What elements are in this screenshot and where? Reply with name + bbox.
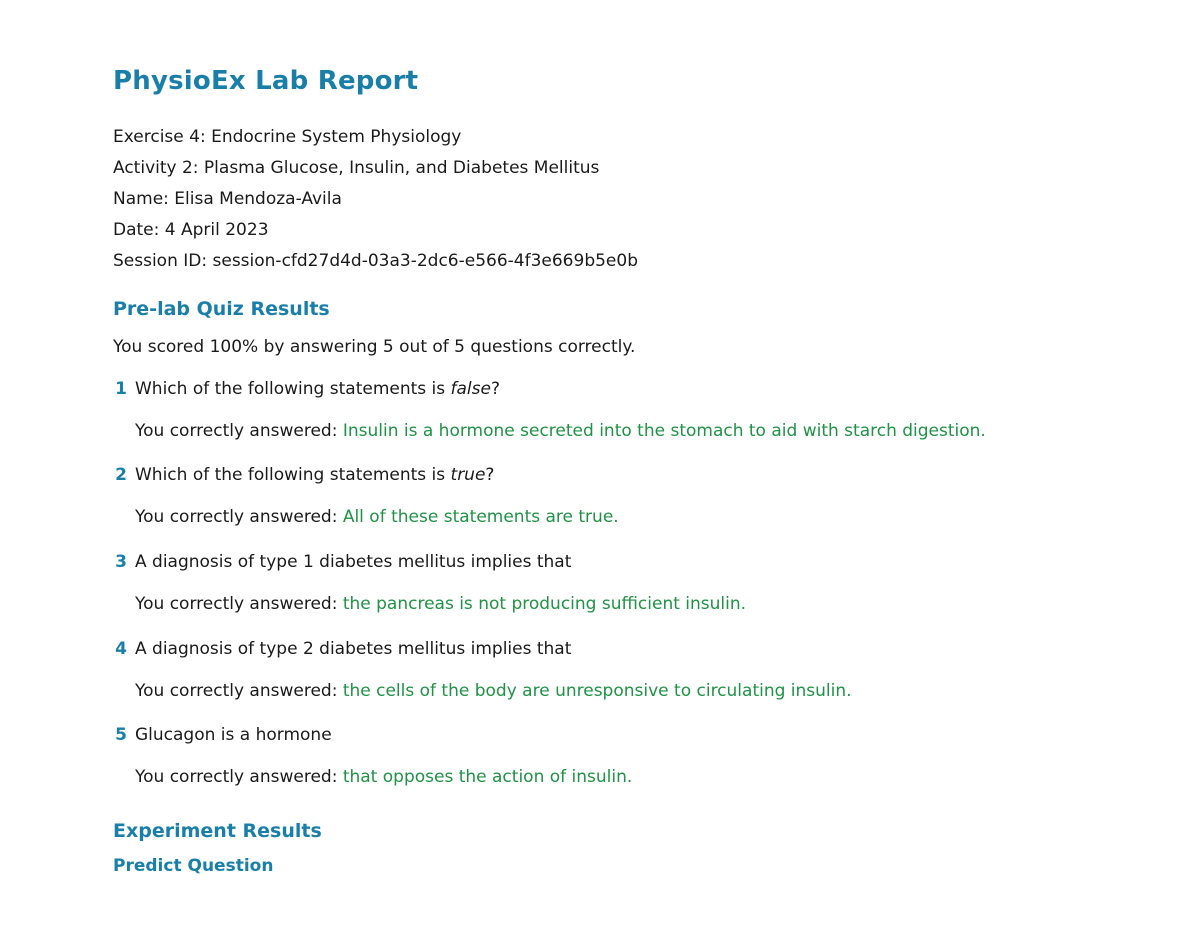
question-number: 5 bbox=[115, 725, 127, 745]
question-line bbox=[113, 637, 1113, 661]
report-meta bbox=[113, 122, 638, 277]
correct-answer: the cells of the body are unresponsive to circulating insulin. bbox=[342, 681, 852, 701]
answer-prefix: You correctly answered: bbox=[135, 767, 343, 787]
answer-line bbox=[135, 765, 632, 789]
question-number: 2 bbox=[115, 465, 127, 485]
answer-line bbox=[135, 419, 986, 443]
question-emphasis: true bbox=[450, 465, 486, 485]
question-number: 1 bbox=[115, 379, 127, 399]
question-text: Glucagon is a hormone bbox=[135, 725, 332, 745]
question-line bbox=[113, 723, 1113, 747]
question-number: 4 bbox=[115, 639, 127, 659]
activity-line: Activity 2: Plasma Glucose, Insulin, and Diabetes Mellitus bbox=[113, 158, 600, 178]
answer-line bbox=[135, 505, 619, 529]
report-title: PhysioEx Lab Report bbox=[113, 66, 419, 96]
question-number: 3 bbox=[115, 552, 127, 572]
question-text: Which of the following statements is true? bbox=[135, 465, 495, 485]
answer-prefix: You correctly answered: bbox=[135, 507, 343, 527]
question-line bbox=[113, 377, 1113, 401]
question-emphasis: false bbox=[450, 379, 491, 399]
exercise-line: Exercise 4: Endocrine System Physiology bbox=[113, 127, 462, 147]
quiz-question bbox=[113, 377, 1113, 441]
question-line bbox=[113, 550, 1113, 574]
quiz-question bbox=[113, 550, 1113, 614]
question-text: A diagnosis of type 1 diabetes mellitus implies that bbox=[135, 552, 572, 572]
correct-answer: the pancreas is not producing sufficient insulin. bbox=[342, 594, 747, 614]
answer-prefix: You correctly answered: bbox=[135, 421, 343, 441]
answer-line bbox=[135, 679, 852, 703]
correct-answer: Insulin is a hormone secreted into the stomach to aid with starch digestion. bbox=[342, 421, 986, 441]
correct-answer: that opposes the action of insulin. bbox=[342, 767, 633, 787]
quiz-question bbox=[113, 723, 1113, 787]
session-id-line: Session ID: session-cfd27d4d-03a3-2dc6-e566-4f3e669b5e0b bbox=[113, 251, 638, 271]
quiz-question bbox=[113, 463, 1113, 527]
experiment-results-heading: Experiment Results bbox=[113, 820, 322, 842]
correct-answer: All of these statements are true. bbox=[342, 507, 619, 527]
answer-line bbox=[135, 592, 746, 616]
quiz-score: You scored 100% by answering 5 out of 5 questions correctly. bbox=[113, 337, 636, 357]
answer-prefix: You correctly answered: bbox=[135, 681, 343, 701]
question-text: A diagnosis of type 2 diabetes mellitus implies that bbox=[135, 639, 572, 659]
question-text: Which of the following statements is false? bbox=[135, 379, 501, 399]
date-line: Date: 4 April 2023 bbox=[113, 220, 269, 240]
quiz-question bbox=[113, 637, 1113, 701]
question-line bbox=[113, 463, 1113, 487]
name-line: Name: Elisa Mendoza-Avila bbox=[113, 189, 342, 209]
prelab-quiz-heading: Pre-lab Quiz Results bbox=[113, 298, 330, 320]
answer-prefix: You correctly answered: bbox=[135, 594, 343, 614]
predict-question-heading: Predict Question bbox=[113, 856, 274, 876]
